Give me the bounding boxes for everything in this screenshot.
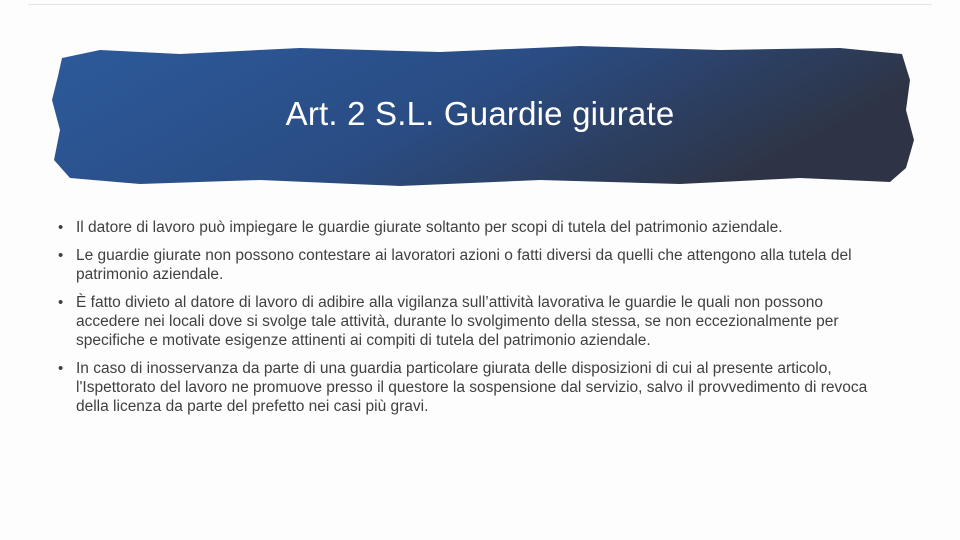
bullet-icon: • [58, 247, 64, 264]
top-divider [28, 4, 932, 5]
bullet-item [56, 218, 886, 237]
bullet-item [56, 293, 886, 350]
slide-title: Art. 2 S.L. Guardie giurate [285, 95, 675, 132]
bullet-icon: • [58, 219, 64, 236]
bullet-item [56, 359, 886, 416]
title-banner [40, 40, 920, 190]
bullet-text: Il datore di lavoro può impiegare le guardie giurate soltanto per scopi di tutela del patrimonio aziendale. [76, 219, 783, 236]
bullet-icon: • [58, 294, 64, 311]
bullet-text: È fatto divieto al datore di lavoro di adibire alla vigilanza sull’attività lavorativa le guardie le quali non possono accedere nei locali dove si svolge tale attività, durante lo svolgimento della stessa, se non eccezionalmente per specifiche e motivate esigenze attinenti ai compiti di tutela del patrimonio aziendale. [76, 294, 839, 349]
bullet-icon: • [58, 360, 64, 377]
bullet-item [56, 246, 886, 284]
bullet-text: Le guardie giurate non possono contestare ai lavoratori azioni o fatti diversi da quelli che attengono alla tutela del patrimonio aziendale. [76, 247, 852, 283]
bullet-list [56, 218, 886, 425]
bullet-text: In caso di inosservanza da parte di una guardia particolare giurata delle disposizioni di cui al presente articolo, l'Ispettorato del lavoro ne promuove presso il questore la sospensione dal servizio, salvo il provvedimento di revoca della licenza da parte del prefetto nei casi più gravi. [76, 360, 868, 415]
